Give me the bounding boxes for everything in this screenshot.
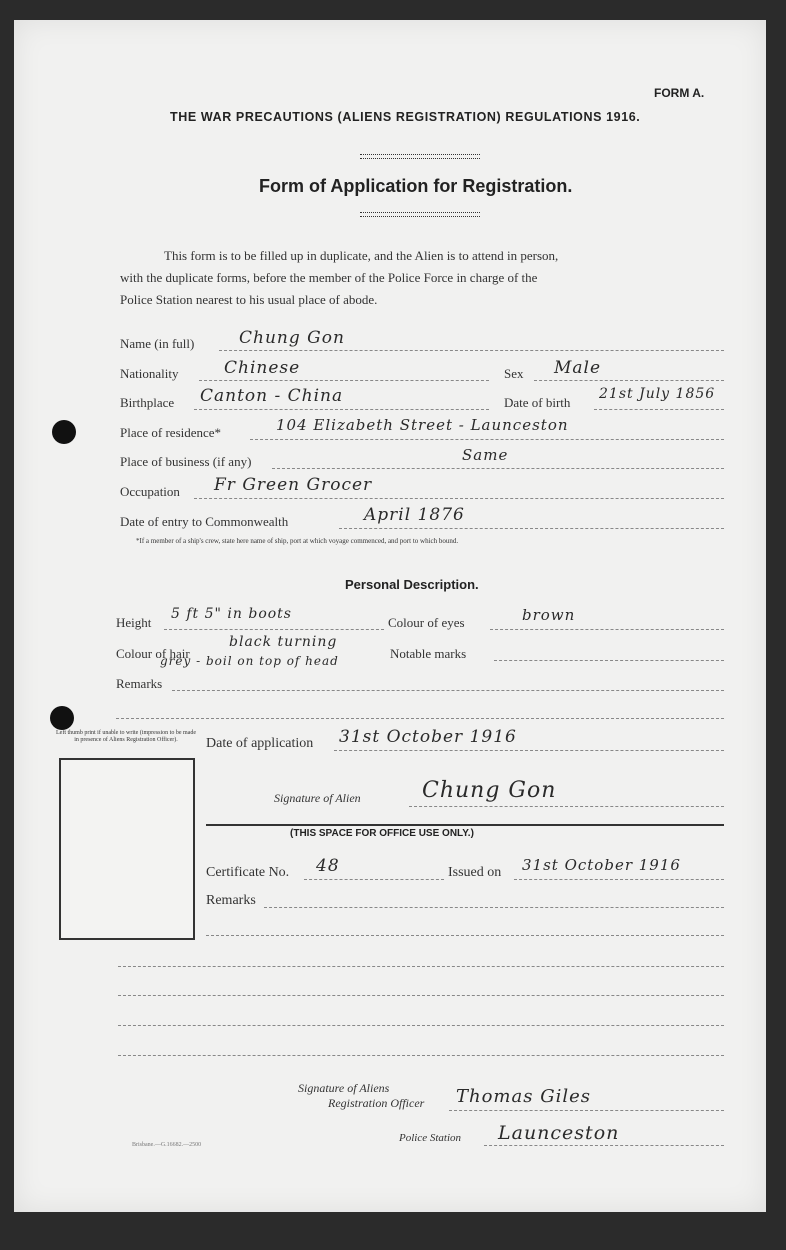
dob-value: 21st July 1856 xyxy=(599,386,716,402)
business-label: Place of business (if any) xyxy=(120,454,252,469)
office-remarks-label: Remarks xyxy=(206,893,256,908)
instructions-line-3: Police Station nearest to his usual place of abode. xyxy=(120,292,378,307)
instructions-line-1: This form is to be filled up in duplicate, and the Alien is to attend in person, xyxy=(164,248,559,263)
regulations-heading: THE WAR PRECAUTIONS (ALIENS REGISTRATION) REGULATIONS 1916. xyxy=(170,110,641,124)
height-value: 5 ft 5" in boots xyxy=(171,606,292,622)
nationality-value: Chinese xyxy=(224,358,301,378)
certificate-value: 48 xyxy=(316,856,340,876)
sex-label: Sex xyxy=(504,366,524,381)
issued-value: 31st October 1916 xyxy=(522,856,681,874)
crew-footnote: *If a member of a ship's crew, state here name of ship, port at which voyage commenced, and port to which bound. xyxy=(136,537,459,545)
eyes-label: Colour of eyes xyxy=(388,615,465,630)
officer-signature-line xyxy=(449,1110,724,1111)
sex-value: Male xyxy=(554,358,602,378)
residence-line xyxy=(250,439,724,440)
thumb-print-box xyxy=(59,758,195,940)
occupation-label: Occupation xyxy=(120,484,180,499)
office-remarks-line-5 xyxy=(118,1025,724,1026)
nationality-label: Nationality xyxy=(120,366,179,381)
office-remarks-line-1 xyxy=(264,907,724,908)
divider-top xyxy=(360,154,480,159)
office-remarks-line-2 xyxy=(206,935,724,936)
officer-label-line-1: Signature of Aliens xyxy=(298,1081,390,1095)
name-label: Name (in full) xyxy=(120,336,195,351)
entry-label: Date of entry to Commonwealth xyxy=(120,514,289,529)
notable-marks-line xyxy=(494,660,724,661)
instructions-line-2: with the duplicate forms, before the member of the Police Force in charge of the xyxy=(120,270,538,285)
office-remarks-line-6 xyxy=(118,1055,724,1056)
thumb-print-note: Left thumb print if unable to write (impression to be made in presence of Aliens Registration Officer). xyxy=(56,730,196,743)
entry-line xyxy=(339,528,724,529)
alien-signature-line xyxy=(409,806,724,807)
notable-marks-value: grey - boil on top of head xyxy=(160,654,339,668)
divider-bottom xyxy=(360,212,480,217)
application-date-value: 31st October 1916 xyxy=(339,727,517,747)
residence-value: 104 Elizabeth Street - Launceston xyxy=(276,416,569,434)
office-remarks-line-4 xyxy=(118,995,724,996)
hair-label: Colour of hair xyxy=(116,646,190,661)
issued-line xyxy=(514,879,724,880)
punch-hole-top xyxy=(52,420,76,444)
notable-marks-label: Notable marks xyxy=(390,646,467,661)
birthplace-label: Birthplace xyxy=(120,395,175,410)
height-line xyxy=(164,629,384,630)
officer-signature-value: Thomas Giles xyxy=(456,1086,591,1107)
occupation-value: Fr Green Grocer xyxy=(214,475,373,495)
eyes-value: brown xyxy=(522,606,576,624)
issued-label: Issued on xyxy=(448,865,502,880)
name-line xyxy=(219,350,724,351)
remarks-line-1 xyxy=(172,690,724,691)
business-line xyxy=(272,468,724,469)
eyes-line xyxy=(490,629,724,630)
police-station-label: Police Station xyxy=(399,1132,462,1144)
application-date-label: Date of application xyxy=(206,736,314,751)
birthplace-value: Canton - China xyxy=(200,386,344,406)
residence-label: Place of residence* xyxy=(120,425,222,440)
office-divider xyxy=(206,824,724,826)
printer-mark: Brisbane.—G.16682.—2500 xyxy=(132,1142,202,1148)
dob-label: Date of birth xyxy=(504,395,571,410)
name-value: Chung Gon xyxy=(239,328,345,348)
nationality-line xyxy=(199,380,489,381)
form-title: Form of Application for Registration. xyxy=(259,176,573,196)
certificate-label: Certificate No. xyxy=(206,865,290,880)
police-station-line xyxy=(484,1145,724,1146)
office-remarks-line-3 xyxy=(118,966,724,967)
application-date-line xyxy=(334,750,724,751)
form-sheet xyxy=(14,20,766,1212)
occupation-line xyxy=(194,498,724,499)
office-use-heading: (THIS SPACE FOR OFFICE USE ONLY.) xyxy=(290,828,474,839)
form-label: FORM A. xyxy=(654,86,705,100)
alien-signature-label: Signature of Alien xyxy=(274,791,361,805)
birthplace-line xyxy=(194,409,489,410)
dob-line xyxy=(594,409,724,410)
hair-value: black turning xyxy=(229,634,338,650)
remarks-line-2 xyxy=(116,718,724,719)
sex-line xyxy=(534,380,724,381)
personal-description-heading: Personal Description. xyxy=(345,577,479,592)
height-label: Height xyxy=(116,615,152,630)
police-station-value: Launceston xyxy=(498,1122,620,1144)
alien-signature-value: Chung Gon xyxy=(422,778,557,803)
punch-hole-bottom xyxy=(50,706,74,730)
certificate-line xyxy=(304,879,444,880)
officer-label-line-2: Registration Officer xyxy=(328,1096,425,1110)
business-value: Same xyxy=(462,446,509,464)
remarks-label: Remarks xyxy=(116,676,163,691)
entry-value: April 1876 xyxy=(364,505,465,525)
